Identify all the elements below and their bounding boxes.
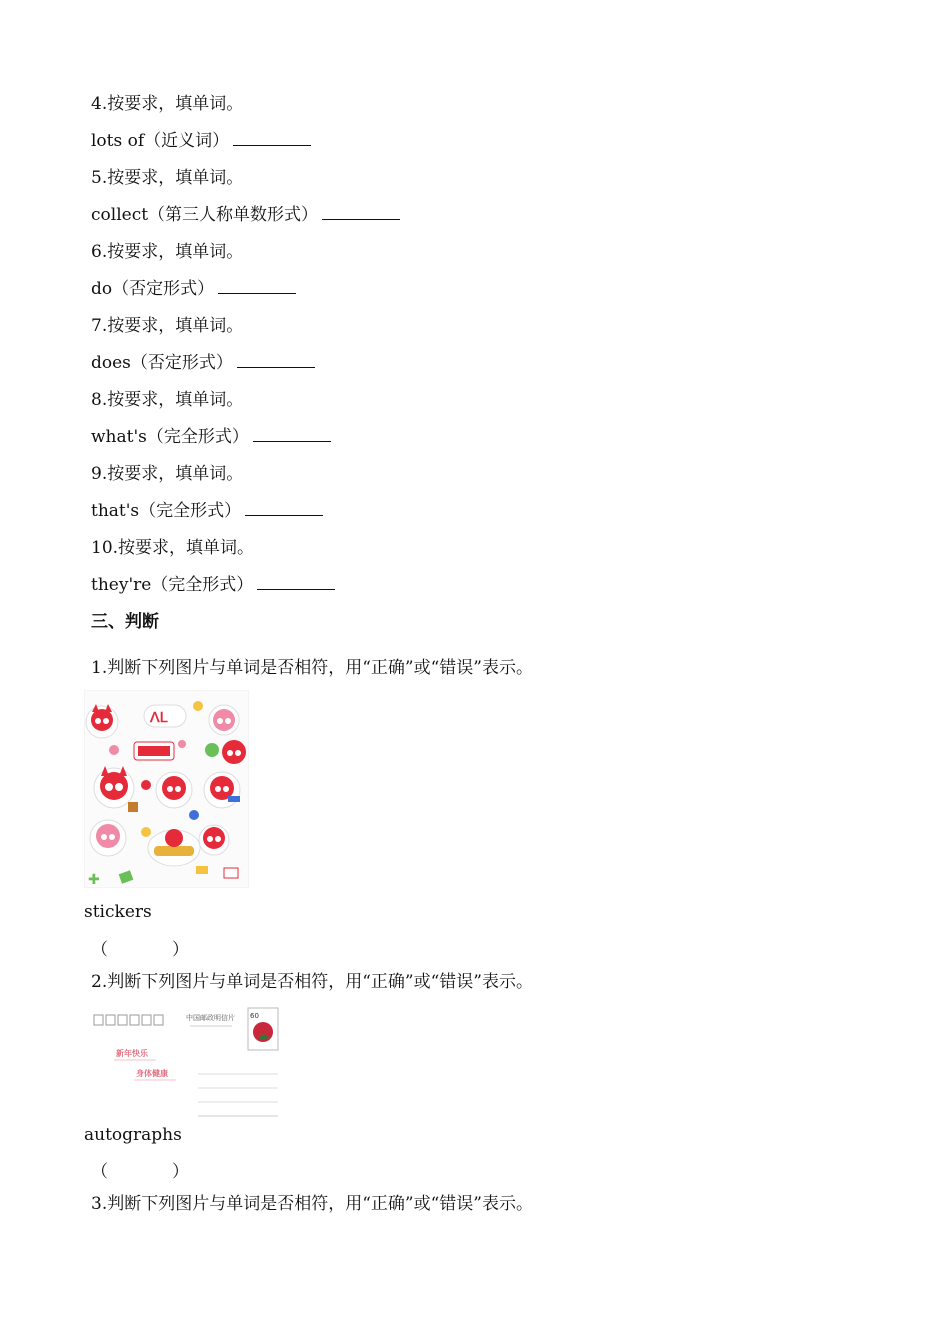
item-7-prompt: 7.按要求，填单词。: [91, 316, 244, 336]
item-5-question-text: collect（第三人称单数形式）: [91, 205, 319, 225]
postcard-header: 中国邮政明信片: [186, 1014, 235, 1022]
paren-close: ）: [172, 940, 189, 960]
paren-close: ）: [172, 1162, 189, 1182]
item-10-prompt: 10.按要求，填单词。: [91, 538, 255, 558]
paren-open: （: [91, 940, 108, 960]
item-8-question-text: what's（完全形式）: [91, 427, 249, 447]
item-7-question-text: does（否定形式）: [91, 353, 233, 373]
q1-answer-parens[interactable]: [91, 935, 189, 960]
answer-blank[interactable]: [237, 353, 315, 368]
item-9-prompt: 9.按要求，填单词。: [91, 464, 244, 484]
answer-blank[interactable]: [245, 501, 323, 516]
q3-prompt: 3.判断下列图片与单词是否相符，用“正确”或“错误”表示。: [91, 1194, 533, 1214]
postcard-greeting-1: 新年快乐: [116, 1049, 148, 1058]
svg-text:ᐱᒪ: ᐱᒪ: [150, 709, 168, 725]
item-6-question: [91, 278, 296, 300]
item-10-question: [91, 574, 335, 596]
item-10-question-text: they're（完全形式）: [91, 575, 254, 595]
section-title: 三、判断: [91, 612, 159, 632]
q1-prompt: 1.判断下列图片与单词是否相符，用“正确”或“错误”表示。: [91, 658, 533, 678]
item-5-question: [91, 204, 400, 226]
item-8-question: [91, 426, 331, 448]
item-6-question-text: do（否定形式）: [91, 279, 215, 299]
item-4-question: [91, 130, 311, 152]
answer-blank[interactable]: [218, 279, 296, 294]
item-7-question: [91, 352, 315, 374]
item-8-prompt: 8.按要求，填单词。: [91, 390, 244, 410]
postcard-illustration: [86, 1004, 284, 1122]
q1-word: stickers: [84, 902, 152, 922]
q2-word: autographs: [84, 1125, 182, 1145]
paren-open: （: [91, 1162, 108, 1182]
item-4-question-text: lots of（近义词）: [91, 131, 230, 151]
postcard-image: [86, 1004, 284, 1122]
item-9-question: [91, 500, 323, 522]
answer-blank[interactable]: [233, 131, 311, 146]
postcard-greeting-2: 身体健康: [136, 1069, 168, 1078]
item-4-prompt: 4.按要求，填单词。: [91, 94, 244, 114]
answer-blank[interactable]: [322, 205, 400, 220]
svg-text:60: 60: [250, 1012, 259, 1020]
item-9-question-text: that's（完全形式）: [91, 501, 242, 521]
q2-answer-parens[interactable]: [91, 1157, 189, 1182]
item-5-prompt: 5.按要求，填单词。: [91, 168, 244, 188]
stickers-illustration: [84, 690, 249, 888]
stickers-image: [84, 690, 249, 888]
answer-blank[interactable]: [253, 427, 331, 442]
q2-prompt: 2.判断下列图片与单词是否相符，用“正确”或“错误”表示。: [91, 972, 533, 992]
answer-blank[interactable]: [257, 575, 335, 590]
stamp-icon: [248, 1008, 278, 1050]
svg-text:✚: ✚: [88, 872, 100, 888]
item-6-prompt: 6.按要求，填单词。: [91, 242, 244, 262]
